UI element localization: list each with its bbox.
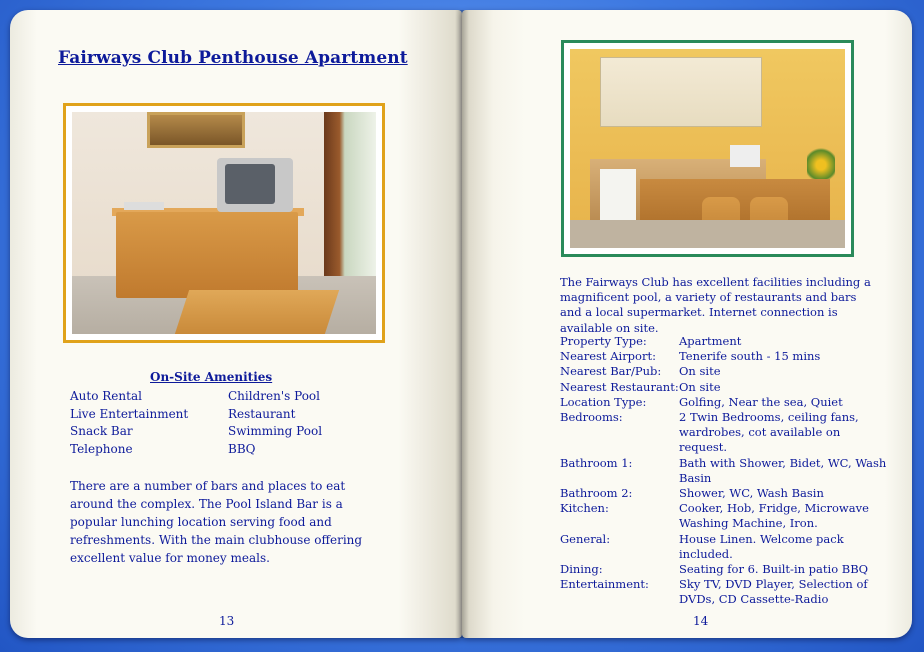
detail-label: Location Type:: [560, 394, 647, 409]
detail-value: Tenerife south - 15 mins: [679, 349, 821, 364]
kitchen-cabinets-image: [600, 57, 762, 127]
kitchen-photo-frame: [561, 40, 854, 257]
detail-value: Apartment: [679, 334, 742, 348]
detail-label: Dining:: [560, 562, 603, 577]
microwave-image: [730, 145, 760, 167]
property-details: [560, 334, 890, 608]
detail-row: [560, 501, 890, 531]
cabinet-image: [116, 212, 298, 298]
detail-label: General:: [560, 531, 611, 546]
amenity-item: Children's Pool: [228, 389, 320, 403]
detail-value: Cooker, Hob, Fridge, Microwave Washing Machine, Iron.: [679, 501, 869, 531]
detail-label: Nearest Airport:: [560, 349, 656, 364]
amenity-item: BBQ: [228, 441, 256, 456]
detail-row: [560, 395, 890, 410]
detail-row: [560, 380, 890, 395]
kitchen-photo: [570, 49, 845, 248]
detail-row: [560, 486, 890, 501]
detail-label: Nearest Bar/Pub:: [560, 364, 662, 379]
amenities-list: [70, 388, 370, 458]
detail-row: [560, 334, 890, 349]
detail-row: [560, 562, 890, 577]
living-room-photo-frame: [63, 103, 385, 343]
detail-label: Entertainment:: [560, 577, 649, 592]
detail-value: On site: [679, 364, 721, 379]
detail-value: 2 Twin Bedrooms, ceiling fans, wardrobes, cot available on request.: [679, 410, 859, 455]
page-title: Fairways Club Penthouse Apartment: [58, 48, 408, 68]
detail-label: Kitchen:: [560, 501, 609, 516]
amenity-item: Restaurant: [228, 406, 296, 421]
detail-label: Nearest Restaurant:: [560, 379, 679, 394]
detail-label: Bathroom 2:: [560, 486, 633, 501]
detail-row: [560, 577, 890, 607]
amenities-heading: On-Site Amenities: [150, 370, 273, 384]
detail-value: Golfing, Near the sea, Quiet: [679, 394, 843, 409]
amenity-item: Telephone: [70, 441, 133, 456]
page-number-left: 13: [219, 614, 235, 628]
detail-row: [560, 349, 890, 364]
detail-label: Bathroom 1:: [560, 455, 633, 470]
detail-value: Seating for 6. Built-in patio BBQ: [679, 562, 869, 577]
book-spine: [455, 10, 469, 638]
detail-label: Bedrooms:: [560, 410, 623, 425]
detail-value: Bath with Shower, Bidet, WC, Wash Basin: [679, 455, 887, 485]
tv-image: [217, 158, 293, 212]
detail-row: [560, 532, 890, 562]
detail-value: House Linen. Welcome pack included.: [679, 531, 844, 561]
detail-row: [560, 456, 890, 486]
detail-value: Sky TV, DVD Player, Selection of DVDs, CD Cassette-Radio: [679, 577, 868, 607]
amenity-item: Swimming Pool: [228, 424, 323, 438]
living-room-photo: [72, 112, 376, 334]
painting-image: [147, 112, 245, 148]
page-number-right: 14: [693, 614, 709, 628]
detail-value: Shower, WC, Wash Basin: [679, 486, 824, 501]
detail-row: [560, 410, 890, 456]
dining-paragraph: There are a number of bars and places to eat around the complex. The Pool Island Bar is a popular lunching location serving food and refreshments. With the main clubhouse offering excellent value for money meals.: [70, 479, 363, 565]
amenity-item: Auto Rental: [70, 389, 142, 403]
facilities-intro: The Fairways Club has excellent facilities including a magnificent pool, a variety of restaurants and bars and a local supermarket. Internet connection is available on site.: [560, 275, 871, 335]
amenity-item: Snack Bar: [70, 424, 133, 438]
detail-row: [560, 364, 890, 379]
detail-label: Property Type:: [560, 334, 647, 348]
detail-value: On site: [679, 379, 721, 394]
amenity-item: Live Entertainment: [70, 406, 189, 421]
